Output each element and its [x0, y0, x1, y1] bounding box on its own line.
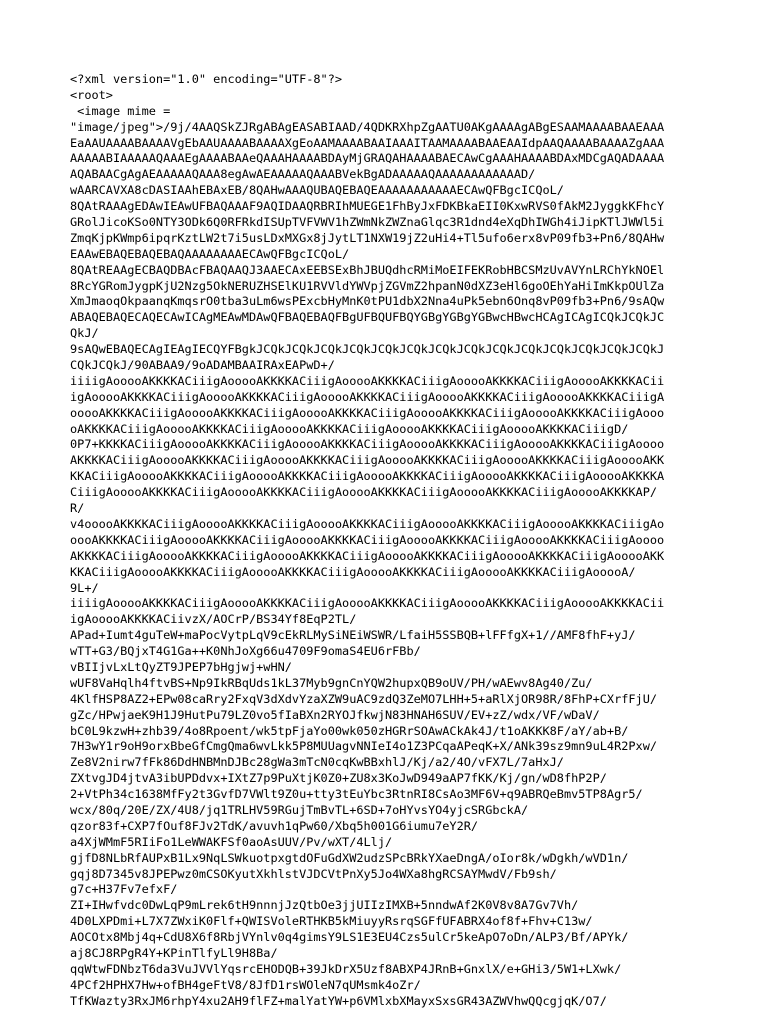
text-line: Ze8V2nirw7fFk86DdHNBMnDJBc28gWa3mTcN0cqKwBBxhlJ/Kj/a2/4O/vFX7L/7aHxJ/ — [70, 755, 564, 770]
text-line: 8QAtRAAAgEDAwIEAwUFBAQAAAF9AQIDAAQRBRIhMUEGE1FhByJxFDKBkaEII0KxwRVS0fAkM2JyggkKFhcY — [70, 199, 665, 214]
text-line: 2+VtPh34c1638MfFy2t3GvfD7VWlt9Z0u+tty3tEuYbc3RtnRI8CsAo3MF6V+q9ABRQeBmv5TP8Agr5/ — [70, 787, 643, 802]
text-line: ZmqKjpKWmp6ipqrKztLW2t7i5usLDxMXGx8jJytLT1NXW19jZ2uHi4+Tl5ufo6erx8vP09fb3+Pn6/8QAHw — [70, 230, 665, 245]
text-line: AKKKKACiiigAooooAKKKKACiiigAooooAKKKKACiiigAooooAKKKKACiiigAooooAKKKKACiiigAooooAKK — [70, 548, 665, 563]
text-line: APad+Iumt4guTeW+maPocVytpLqV9cEkRLMySiNEiWSWR/LfaiH5SSBQB+lFFfgX+1//AMF8fhF+yJ/ — [70, 628, 636, 643]
text-line: g7c+H37Fv7efxF/ — [70, 882, 178, 897]
text-line: KKACiiigAooooAKKKKACiiigAooooAKKKKACiiigAooooAKKKKACiiigAooooAKKKKACiiigAooooAKKKKA — [70, 469, 665, 484]
text-line: 4D0LXPDmi+L7X7ZWxiK0Flf+QWISVoleRTHKB5kMiuyyRsrqSGFfUFABRX4of8f+Fhv+C13w/ — [70, 914, 593, 929]
text-line: 7H3wY1r9oH9orxBbeGfCmgQma6wvLkk5P8MUUagvNNIeI4o1Z3PCqaAPeqK+X/ANk39sz9mn9uL4R2Pxw/ — [70, 739, 658, 754]
text-line: EAAwEBAQEBAQEBAQAAAAAAAAECAwQFBgcICQoL/ — [70, 246, 350, 261]
text-line: gqj8D7345v8JPEPwz0mCSOKyutXkhlstVJDCVtPnXy5Jo4WXa8hgRCSAYMwdV/Fb9sh/ — [70, 866, 557, 881]
text-line: TfKWazty3RxJM6rhpY4xu2AH9flFZ+malYatYW+p6VMlxbXMayxSxsGR43AZWVhwQQcgjqK/O7/ — [70, 993, 607, 1008]
text-line: QkJ/ — [70, 326, 99, 341]
text-line: AKKKKACiiigAooooAKKKKACiiigAooooAKKKKACiiigAooooAKKKKACiiigAooooAKKKKACiiigAooooAKK — [70, 453, 665, 468]
text-line: gZc/HPwjaeK9H1J9HutPu79LZ0vo5fIaBXn2RYOJfkwjN83HNAH6SUV/EV+zZ/wdx/VF/wDaV/ — [70, 707, 600, 722]
text-line: CQkJCQkJ/90ABAA9/9oADAMBAAIRAxEAPwD+/ — [70, 358, 335, 373]
text-line: bC0L9kzwH+zhb39/4o8Rpoent/wk5tpFjaYo00wk050zHGRrSOAwACkAk4J/t1oAKKK8F/aY/ab+B/ — [70, 723, 629, 738]
text-line: 9L+/ — [70, 580, 99, 595]
text-line: "image/jpeg">/9j/4AAQSkZJRgABAgEASABIAAD/4QDKRXhpZgAATU0AKgAAAAgABgESAAMAAAABAAEAAA — [70, 119, 665, 134]
text-line: CiiigAooooAKKKKACiiigAooooAKKKKACiiigAooooAKKKKACiiigAooooAKKKKACiiigAooooAKKKKAP/ — [70, 485, 658, 500]
text-line: 9sAQwEBAQECAgIEAgIECQYFBgkJCQkJCQkJCQkJCQkJCQkJCQkJCQkJCQkJCQkJCQkJCQkJCQkJCQkJCQkJ — [70, 342, 665, 357]
text-line: 4PCf2HPHX7Hw+ofBH4geFtV8/8JfD1rsWOleN7qUMsmk4oZr/ — [70, 977, 421, 992]
text-line: AAAAABIAAAAAQAAAEgAAAABAAeQAAAHAAAABDAyMjGRAQAHAAAABAECAwCgAAAHAAAABDAxMDCgAQADAAAA — [70, 151, 665, 166]
text-line: wTT+G3/BQjxT4G1Ga++K0NhJoXg66u4709F9omaS4EU6rFBb/ — [70, 644, 421, 659]
text-line: oAKKKKACiiigAooooAKKKKACiiigAooooAKKKKACiiigAooooAKKKKACiiigAooooAKKKKACiiigD/ — [70, 421, 629, 436]
document-text — [70, 72, 760, 1010]
text-line: iiiigAooooAKKKKACiiigAooooAKKKKACiiigAooooAKKKKACiiigAooooAKKKKACiiigAooooAKKKKACii — [70, 596, 665, 611]
text-line: <root> — [70, 87, 113, 102]
text-line: GRolJicoKSo0NTY3ODk6Q0RFRkdISUpTVFVWV1hZWmNkZWZnaGlqc3R1dnd4eXqDhIWGh4iJipKTlJWWl5i — [70, 215, 665, 230]
text-line: 4KlfHSP8AZ2+EPw08caRry2FxqV3dXdvYzaXZW9uAC9zdQ3ZeMO7LHH+5+aRlXjOR98R/8FhP+CXrfFjU/ — [70, 691, 658, 706]
text-line: ZI+IHwfvdc0DwLqP9mLrek6tH9nnnjJzQtbOe3jjUIIzIMXB+5nndwAf2K0V8v8A7Gv7Vh/ — [70, 898, 579, 913]
text-line: ZXtvgJD4jtvA3ibUPDdvx+IXtZ7p9PuXtjK0Z0+ZU8x3KoJwD949aAP7fKK/Kj/gn/wD8fhP2P/ — [70, 771, 607, 786]
text-line: aj8CJ8RPgR4Y+KPinTlfyLl9H8Ba/ — [70, 945, 278, 960]
text-line: ABAQEBAQECAQECAwICAgMEAwMDAwQFBAQEBAQFBgUFBQUFBQYGBgYGBgYGBwcHBwcHCAgICAgICQkJCQkJC — [70, 310, 665, 325]
text-line: igAooooAKKKKACiiigAooooAKKKKACiiigAooooAKKKKACiiigAooooAKKKKACiiigAooooAKKKKACiiigA — [70, 389, 665, 404]
text-line: qqWtwFDNbzT6da3VuJVVlYqsrcEHODQB+39JkDrX5Uzf8ABXP4JRnB+GnxlX/e+GHi3/5W1+LXwk/ — [70, 961, 622, 976]
text-line: gjfD8NLbRfAUPxB1Lx9NqLSWkuotpxgtdOFuGdXW2udzSPcBRkYXaeDngA/oIor8k/wDgkh/wVD1n/ — [70, 850, 629, 865]
text-line: wcx/80q/20E/ZX/4U8/jq1TRLHV59RGujTmBvTL+6SD+7oHYvsYO4yjcSRGbckA/ — [70, 802, 529, 817]
text-line: 8RcYGRomJygpKjU2Nzg5OkNERUZHSElKU1RVVldYWVpjZGVmZ2hpanN0dXZ3eHl6goOEhYaHiImKkpOUlZa — [70, 278, 665, 293]
text-line: AOCOtx8Mbj4q+CdU8X6f8RbjVYnlv0q4gimsY9LS1E3EU4Czs5ulCr5keApO7oDn/ALP3/Bf/APYk/ — [70, 930, 629, 945]
text-line: <?xml version="1.0" encoding="UTF-8"?> — [70, 72, 343, 86]
text-line: EaAAUAAAABAAAAVgEbAAUAAAABAAAAXgEoAAMAAAABAAIAAAITAAMAAAABAAEAAIdpAAQAAAABAAAAZgAAA — [70, 135, 665, 150]
text-line: <image mime = — [70, 103, 171, 118]
text-line: a4XjWMmF5RIiFo1LeWWAKFSf0aoAsUUV/Pv/wXT/4Llj/ — [70, 834, 393, 849]
text-line: wAARCAVXA8cDASIAAhEBAxEB/8QAHwAAAQUBAQEBAQEAAAAAAAAAAAECAwQFBgcICQoL/ — [70, 183, 564, 198]
text-line: AQABAACgAgAEAAAAAQAAA8egAwAEAAAAAQAAABVekBgADAAAAAQAAAAAAAAAAAAD/ — [70, 167, 536, 182]
text-line: vBIIjvLxLtQyZT9JPEP7bHgjwj+wHN/ — [70, 659, 292, 674]
text-line: ooooAKKKKACiiigAooooAKKKKACiiigAooooAKKKKACiiigAooooAKKKKACiiigAooooAKKKKACiiigAooo — [70, 405, 665, 420]
text-line: v4ooooAKKKKACiiigAooooAKKKKACiiigAooooAKKKKACiiigAooooAKKKKACiiigAooooAKKKKACiiigAo — [70, 516, 665, 531]
text-line: 8QAtREAAgECBAQDBAcFBAQAAQJ3AAECAxEEBSExBhJBUQdhcRMiMoEIFEKRobHBCSMzUvAVYnLRChYkNOEl — [70, 262, 665, 277]
text-line: XmJmaoqOkpaanqKmqsrO0tba3uLm6wsPExcbHyMnK0tPU1dbX2Nna4uPk5ebn6Onq8vP09fb3+Pn6/9sAQw — [70, 294, 665, 309]
text-line: igAooooAKKKKACiivzX/AOCrP/BS34Yf8EqP2TL/ — [70, 612, 357, 627]
text-line: oooAKKKKACiiigAooooAKKKKACiiigAooooAKKKKACiiigAooooAKKKKACiiigAooooAKKKKACiiigAoooo — [70, 532, 665, 547]
text-line: iiiigAooooAKKKKACiiigAooooAKKKKACiiigAooooAKKKKACiiigAooooAKKKKACiiigAooooAKKKKACii — [70, 373, 665, 388]
text-line: R/ — [70, 501, 85, 516]
text-line: wUF8VaHqlh4ftvBS+Np9IkRBqUds1kL37Myb9gnCnYQW2hupxQB9oUV/PH/wAEwv8Ag40/Zu/ — [70, 675, 593, 690]
text-line: KKACiiigAooooAKKKKACiiigAooooAKKKKACiiigAooooAKKKKACiiigAooooAKKKKACiiigAooooA/ — [70, 564, 636, 579]
text-line: 0P7+KKKKACiiigAooooAKKKKACiiigAooooAKKKKACiiigAooooAKKKKACiiigAooooAKKKKACiiigAoooo — [70, 437, 665, 452]
text-line: qzor83f+CXP7fOuf8FJv2TdK/avuvh1qPw60/Xbq5h001G6iumu7eY2R/ — [70, 818, 479, 833]
